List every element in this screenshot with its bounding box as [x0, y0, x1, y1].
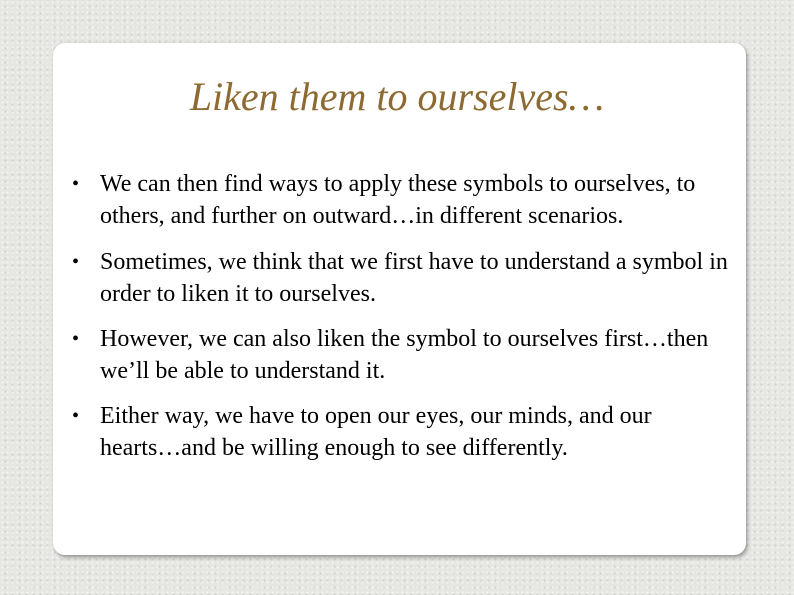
bullet-icon: •	[72, 405, 80, 427]
bullet-text: However, we can also liken the symbol to ourselves first…then we’ll be able to understand it.	[100, 326, 709, 384]
bullet-icon: •	[72, 173, 80, 195]
bullet-text: We can then find ways to apply these symbols to ourselves, to others, and further on outward…in different scenarios.	[100, 171, 696, 229]
bullet-item	[70, 323, 730, 387]
bullet-item	[70, 246, 730, 310]
bullet-item	[70, 400, 730, 464]
bullet-icon: •	[72, 251, 80, 273]
bullet-text: Sometimes, we think that we first have to understand a symbol in order to liken it to ourselves.	[100, 249, 728, 307]
bullet-icon: •	[72, 328, 80, 350]
slide-title: Liken them to ourselves…	[189, 74, 605, 119]
bullet-list	[70, 168, 730, 478]
bullet-text: Either way, we have to open our eyes, our minds, and our hearts…and be willing enough to see differently.	[100, 403, 652, 461]
bullet-item	[70, 168, 730, 232]
